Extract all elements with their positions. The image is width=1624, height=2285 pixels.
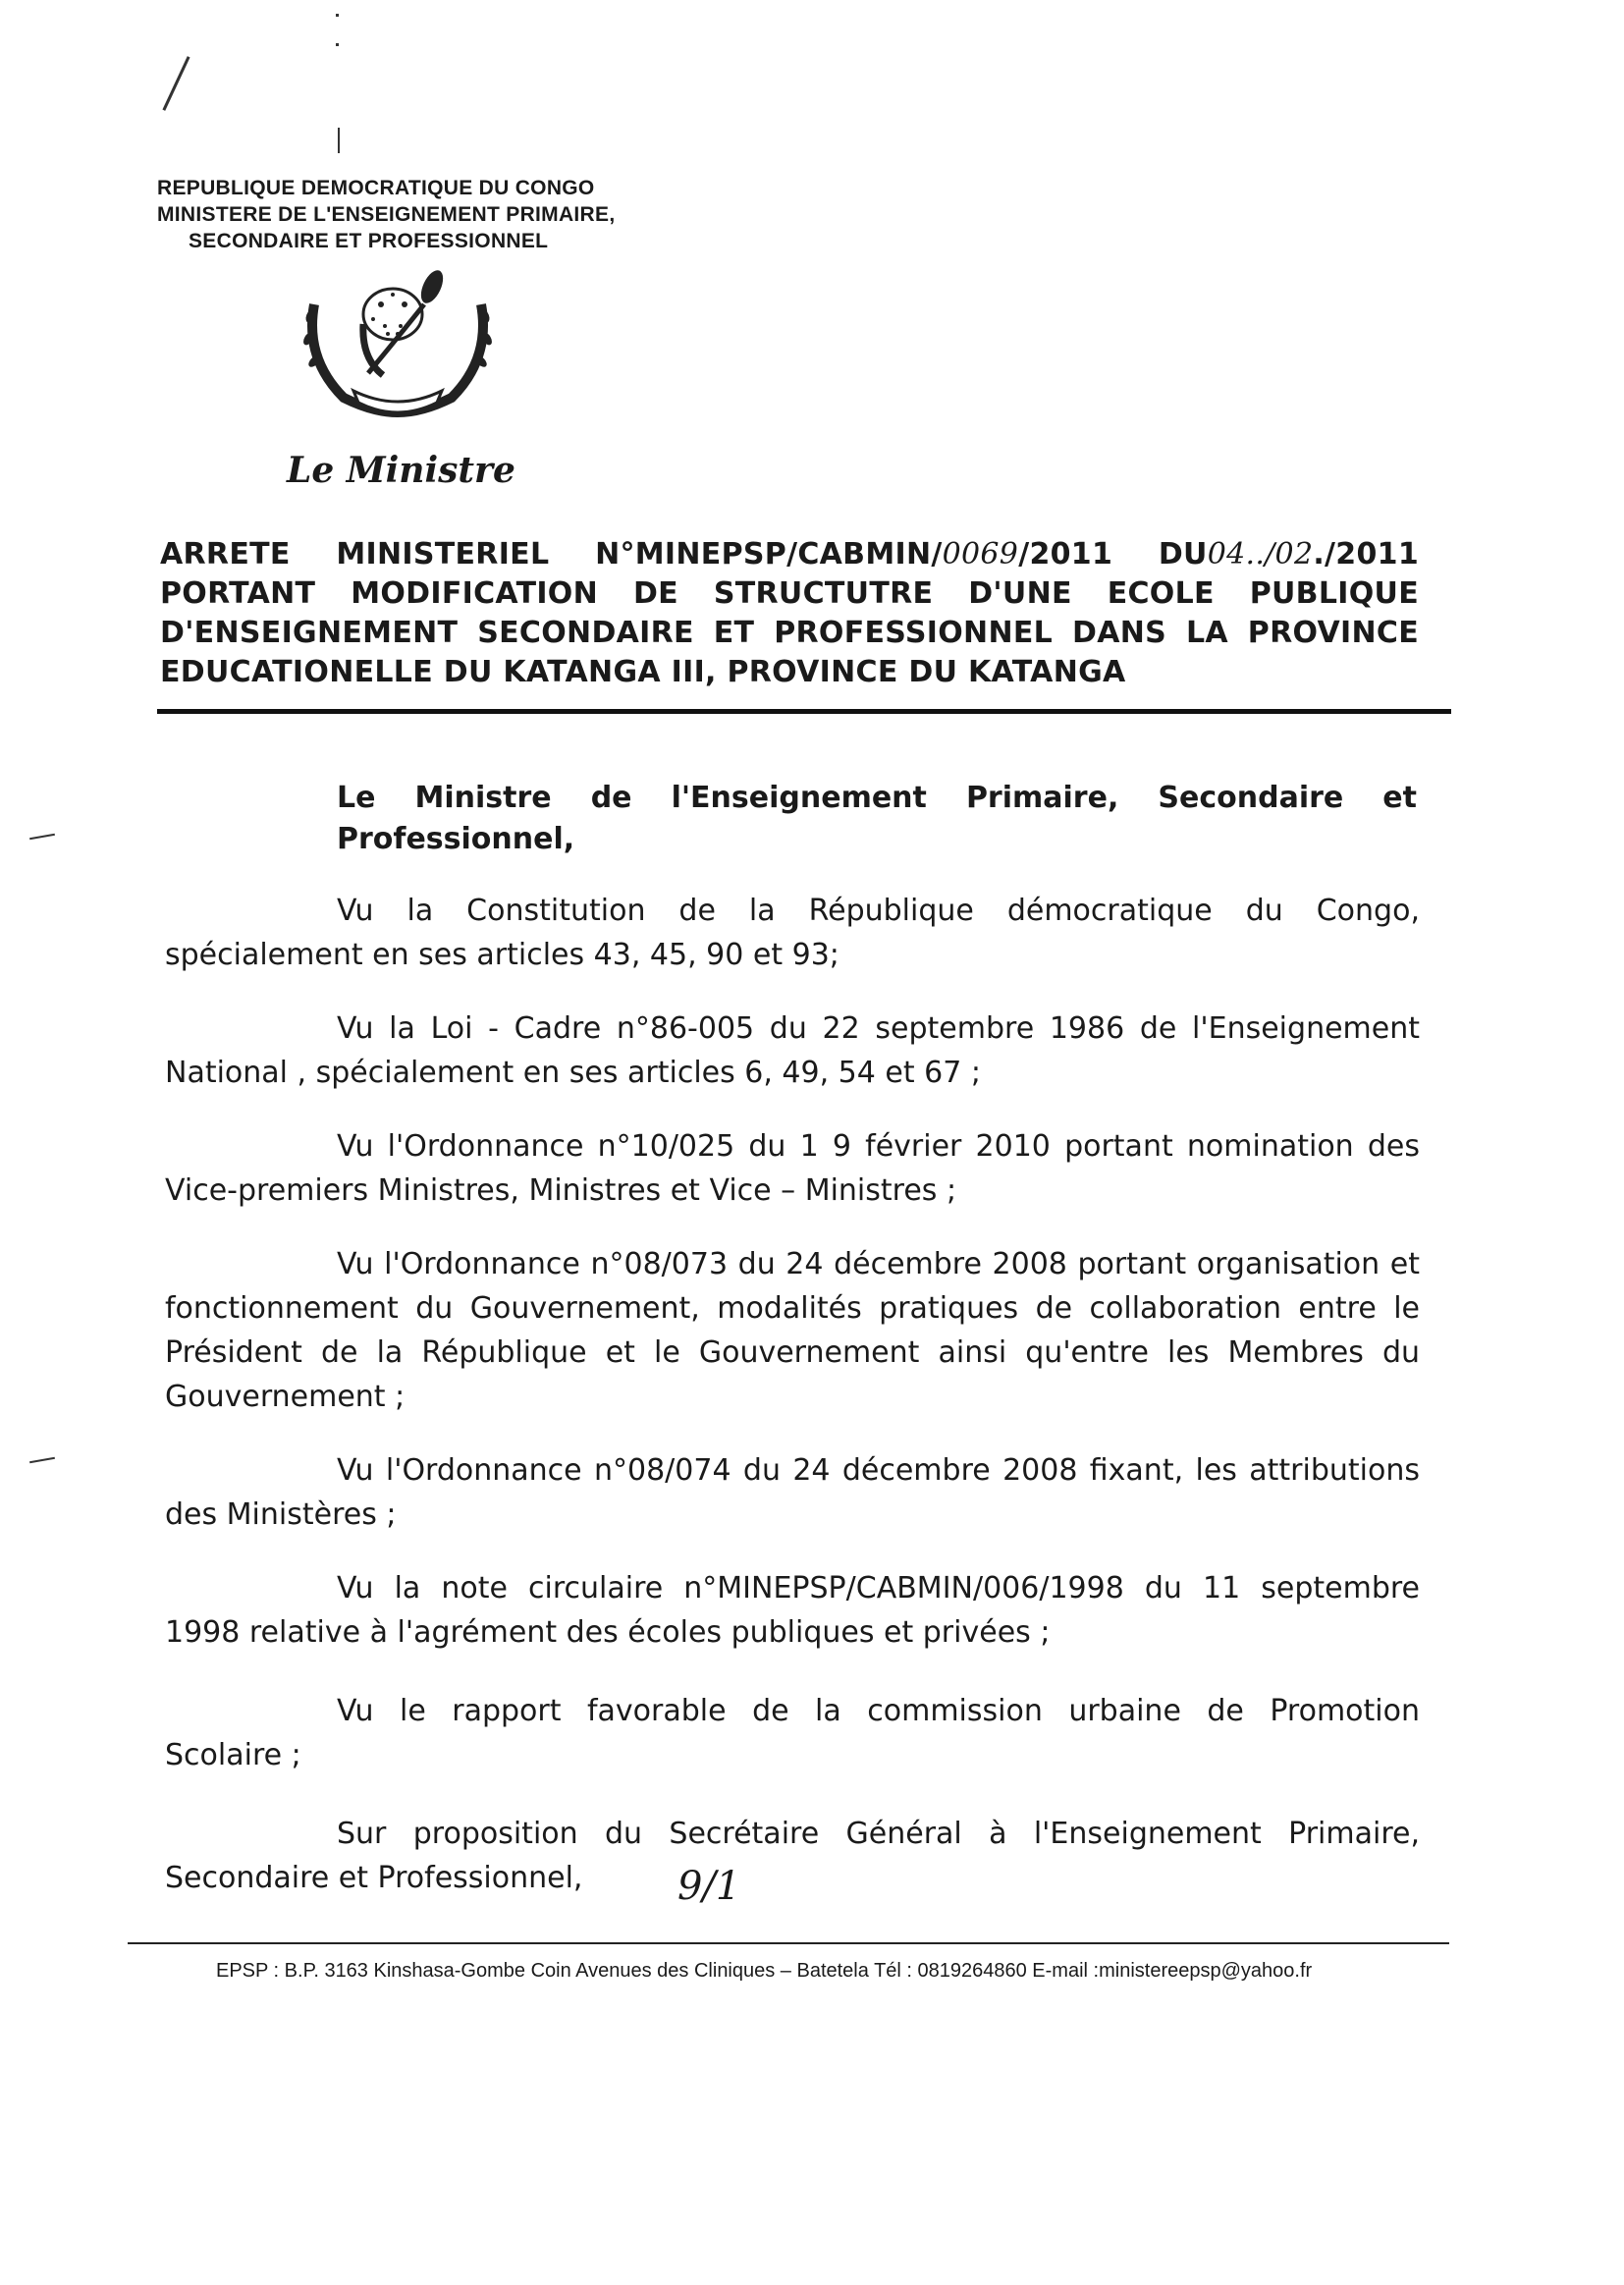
paragraph-line: Gouvernement ; [165,1380,406,1414]
paragraph-line: Vu l'Ordonnance n°08/073 du 24 décembre 2008 portant organisation et [337,1247,1420,1281]
decree-date-handwritten: 04../02 [1207,537,1314,571]
scan-mark [29,834,55,840]
paragraph-line: Vu le rapport favorable de la commission urbaine de Promotion [337,1694,1420,1728]
footer-contact: EPSP : B.P. 3163 Kinshasa-Gombe Coin Avenues des Cliniques – Batetela Tél : 0819264860 E-mail :ministereepsp@yahoo.fr [216,1960,1313,1982]
title-divider [157,709,1451,714]
paragraph-line: Vu l'Ordonnance n°10/025 du 1 9 février 2010 portant nomination des [337,1129,1420,1164]
decree-title-line: PORTANT MODIFICATION DE STRUCTUTRE D'UNE ECOLE PUBLIQUE [160,576,1419,611]
paragraph-line: fonctionnement du Gouvernement, modalités pratiques de collaboration entre le [165,1291,1420,1326]
coat-of-arms-emblem [275,265,520,422]
paragraph-line: Président de la République et le Gouvernement ainsi qu'entre les Membres du [165,1335,1420,1370]
considerant-paragraph [165,1689,1420,1777]
scan-mark [29,1457,55,1463]
paragraph-line: Vu la Loi - Cadre n°86-005 du 22 septembre 1986 de l'Enseignement [337,1011,1420,1046]
scan-mark [336,14,339,17]
paragraph-line: National , spécialement en ses articles 6, 49, 54 et 67 ; [165,1056,981,1090]
letterhead-ministry: MINISTERE DE L'ENSEIGNEMENT PRIMAIRE, [157,203,616,226]
decree-number-handwritten: 0069 [942,537,1019,571]
decree-year: ./2011 [1313,537,1419,571]
paragraph-line: 1998 relative à l'agrément des écoles publiques et privées ; [165,1615,1051,1650]
scan-mark [336,43,339,46]
paragraph-line: Vice-premiers Ministres, Ministres et Vice – Ministres ; [165,1173,957,1208]
scan-mark [338,128,340,153]
considerant-paragraph [165,1448,1420,1537]
letterhead [157,175,615,254]
intro-minister [337,778,1417,860]
decree-title-line [160,535,1419,574]
intro-line: Professionnel, [337,822,575,856]
considerant-paragraph [165,1242,1420,1419]
considerant-paragraph [165,1812,1420,1900]
letterhead-country: REPUBLIQUE DEMOCRATIQUE DU CONGO [157,177,595,199]
paragraph-line: spécialement en ses articles 43, 45, 90 et 93; [165,938,839,972]
decree-title-line: EDUCATIONELLE DU KATANGA III, PROVINCE DU KATANGA [160,655,1126,689]
paragraph-line: Scolaire ; [165,1738,301,1772]
decree-title-line: D'ENSEIGNEMENT SECONDAIRE ET PROFESSIONNEL DANS LA PROVINCE [160,616,1419,650]
considerant-paragraph [165,1006,1420,1095]
decree-title [160,535,1419,692]
considerant-paragraph [165,1566,1420,1655]
footer-divider [128,1942,1449,1944]
paragraph-line: Secondaire et Professionnel, [165,1861,583,1895]
paragraph-line: Vu la Constitution de la République démocratique du Congo, [337,894,1420,928]
decree-date-prefix: /2011 DU [1018,537,1208,571]
considerant-paragraph [165,1124,1420,1213]
intro-line: Le Ministre de l'Enseignement Primaire, Secondaire et [337,781,1417,815]
paragraph-line: Vu la note circulaire n°MINEPSP/CABMIN/006/1998 du 11 septembre [337,1571,1420,1605]
scan-mark [162,56,189,111]
paragraph-line: des Ministères ; [165,1497,397,1532]
considerant-paragraph [165,889,1420,977]
paragraph-line: Vu l'Ordonnance n°08/074 du 24 décembre 2008 fixant, les attributions [337,1453,1420,1488]
minister-signature-title: Le Ministre [287,450,515,491]
handwritten-initials: 9/1 [677,1864,741,1909]
letterhead-ministry-cont: SECONDAIRE ET PROFESSIONNEL [189,230,549,252]
decree-number-prefix: ARRETE MINISTERIEL N°MINEPSP/CABMIN/ [160,537,943,571]
paragraph-line: Sur proposition du Secrétaire Général à l'Enseignement Primaire, [337,1817,1420,1851]
